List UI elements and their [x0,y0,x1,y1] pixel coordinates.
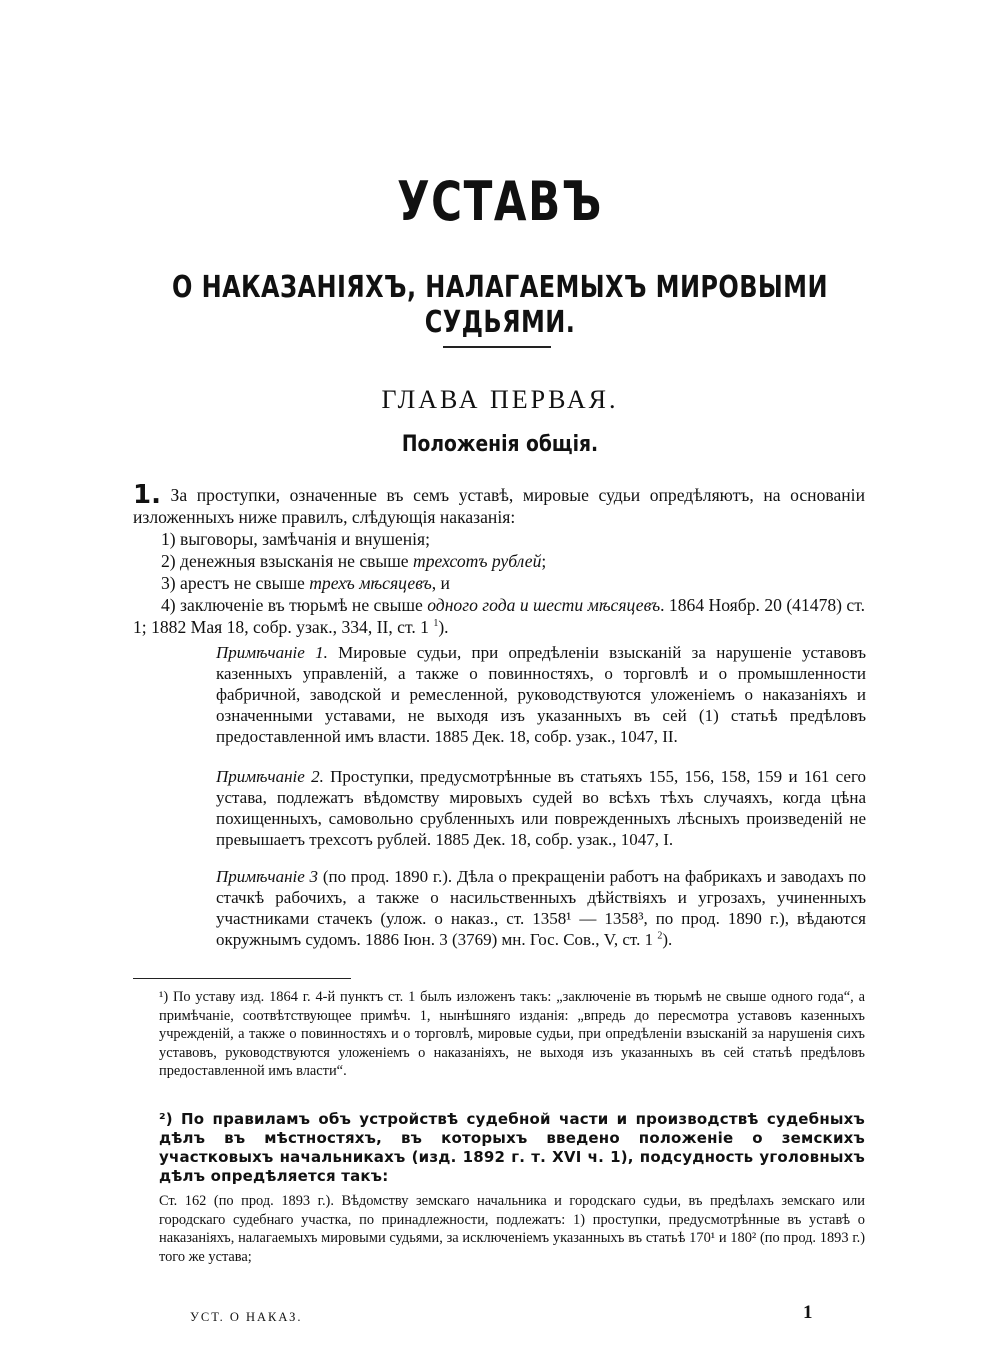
note-1-text: Мировые судьи, при опредѣленіи взысканій за нарушеніе уставовъ казенныхъ управленій, а также о повинностяхъ, о торговлѣ и о промышленности фабричной, заводской и ремесленной, руководствуются уложеніемъ о наказаніяхъ и означенными уставами, не выходя изъ указанныхъ въ сей (1) статьѣ предѣловъ предоставленной имъ власти. 1885 Дек. 18, собр. узак., 1047, II. [216,643,866,746]
footnote-2-article [133,1192,865,1266]
footnote-divider [133,978,351,979]
item-3-emphasis: трехъ мѣсяцевъ [309,573,432,593]
note-3-text: (по прод. 1890 г.). Дѣла о прекращеніи работъ на фабрикахъ и заводахъ по стачкѣ рабочихъ, а также о насильственныхъ дѣйствіяхъ и угрозахъ, учиненныхъ участниками стачекъ (улож. о наказ., ст. 1358¹ — 1358³, по прод. 1890 г.), вѣдаются окружнымъ судомъ. 1886 Іюн. 3 (3769) мн. Гос. Сов., V, ст. 1 [216,867,867,949]
signature-mark: УСТ. О НАКАЗ. [190,1310,303,1324]
page-number: 1 [803,1302,813,1323]
note-3 [190,866,866,950]
note-1 [190,642,866,747]
item-4-end: ). [438,617,449,637]
note-3-end: ). [662,930,673,949]
footnote-ref-2: 2 [657,930,663,942]
article-1-item-4 [133,594,865,638]
footnote-1 [133,988,865,1081]
note-2-text: Проступки, предусмотрѣнные въ статьяхъ 155, 156, 158, 159 и 161 сего устава, подлежатъ вѣдомству мировыхъ судей во всѣхъ тѣхъ случаяхъ, когда цѣна похищенныхъ, самовольно срубленныхъ или поврежденныхъ лѣсныхъ произведеній не превышаетъ трехсотъ рублей. 1885 Дек. 18, собр. узак., 1047, I. [216,767,866,849]
article-1-intro [133,480,865,528]
note-1-body [190,642,866,747]
article-1-intro-text: За проступки, означенные въ семъ уставѣ, мировые судьи опредѣляютъ, на основаніи изложенныхъ ниже правилъ, слѣдующія наказанія: [133,485,865,527]
footnote-1-text: ¹) По уставу изд. 1864 г. 4-й пунктъ ст. 1 былъ изложенъ такъ: „заключеніе въ тюрьмѣ не свыше одного года“, а примѣчаніе, соотвѣтствующее примѣч. 1, нынѣшняго изданія: „впредь до пересмотра уставовъ казенныхъ учрежденій, а также о повинностяхъ и о торговлѣ, мировые судьи, при опредѣленіи взысканій за нарушенія сихъ уставовъ, руководствуются уложеніемъ о наказаніяхъ, не выходя изъ указанныхъ въ сей статьѣ предѣловъ предоставленной имъ власти“. [159,989,865,1080]
footnote-ref-1: 1 [433,618,439,630]
item-2-emphasis: трехсотъ рублей [413,551,542,571]
article-1-item-2 [133,550,865,572]
chapter-heading: ГЛАВА ПЕРВАЯ. [381,385,619,414]
note-3-label: Примѣчаніе 3 [216,867,319,886]
item-2-end: ; [541,551,547,571]
note-3-body [190,866,866,950]
note-1-label: Примѣчаніе 1. [216,643,328,662]
article-1 [133,480,865,638]
page-subtitle: О НАКАЗАНІЯХЪ, НАЛАГАЕМЫХЪ МИРОВЫМИ СУДЬЯМИ. [172,270,828,340]
item-4-emphasis: одного года и шести мѣсяцевъ [427,595,661,615]
note-2-label: Примѣчаніе 2. [216,767,324,786]
title-divider [443,346,551,348]
article-1-item-1: 1) выговоры, замѣчанія и внушенія; [161,529,431,549]
item-3-end: , и [431,573,450,593]
item-4-citation: . 1864 Ноябр. 20 (41478) ст. 1; 1882 Мая 18, собр. узак., 334, II, ст. 1 [133,595,865,637]
item-3-text: 3) арестъ не свыше [161,573,310,593]
note-2-body [190,766,866,850]
article-1-item-3 [133,572,865,594]
note-2 [190,766,866,850]
footnote-2 [133,1110,865,1186]
footnote-2-text: ²) По правиламъ объ устройствѣ судебной части и производствѣ судебныхъ дѣлъ въ мѣстностяхъ, въ которыхъ введено положеніе о земскихъ участковыхъ начальникахъ (изд. 1892 г. т. XVI ч. 1), подсудность уголовныхъ дѣлъ опредѣляется такъ: [159,1110,865,1185]
article-number: 1. [133,480,161,510]
section-heading: Положенія общія. [401,432,599,457]
item-4-text: 4) заключеніе въ тюрьмѣ не свыше [161,595,428,615]
item-2-text: 2) денежныя взысканія не свыше [161,551,414,571]
footnote-2-article-text: Ст. 162 (по прод. 1893 г.). Вѣдомству земскаго начальника и городскаго судьи, въ предѣлахъ земскаго или городскаго судебнаго участка, по принадлежности, подлежатъ: 1) проступки, предусмотрѣнные въ уставѣ о наказаніяхъ, налагаемыхъ мировыми судьями, за исключеніемъ указанныхъ въ статьѣ 170¹ и 180² (по прод. 1893 г.) того же устава; [159,1193,865,1265]
page-title: УСТАВЪ [397,170,603,233]
